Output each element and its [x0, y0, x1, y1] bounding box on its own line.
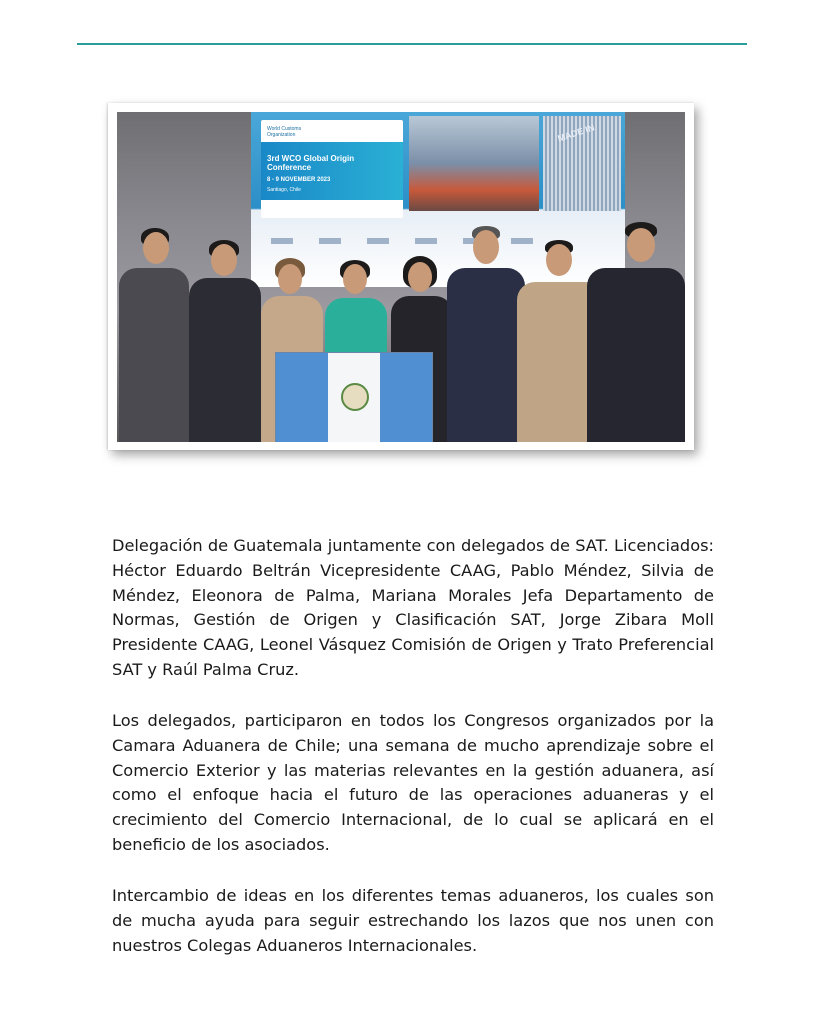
guatemala-flag	[275, 352, 433, 442]
sponsor-logo	[511, 238, 533, 244]
sponsor-logo	[415, 238, 437, 244]
made-in-graphic	[543, 116, 621, 211]
caption-paragraph-delegation: Delegación de Guatemala juntamente con delegados de SAT. Licenciados: Héctor Eduardo Beltrán Vicepresidente CAAG, Pablo Méndez, Silvia de Méndez, Eleonora de Palma, Mariana Morales Jefa Departamento de Normas, Gestión de Origen y Clasificación SAT, Jorge Zibara Moll Presidente CAAG, Leonel Vásquez Comisión de Origen y Trato Preferencial SAT y Raúl Palma Cruz.	[112, 536, 714, 679]
flag-emblem	[341, 383, 369, 411]
header-divider	[77, 43, 747, 45]
group-photo-frame	[108, 103, 694, 450]
wco-logo-line-2: Organization	[267, 132, 296, 138]
group-photo	[117, 112, 685, 442]
wco-logo-line-1: World Customs	[267, 126, 302, 132]
sponsor-logo	[367, 238, 389, 244]
paragraph-exchange: Intercambio de ideas en los diferentes temas aduaneros, los cuales son de mucha ayuda para seguir estrechando los lazos que nos unen con nuestros Colegas Aduaneros Internacionales.	[112, 886, 714, 955]
made-in-label: MADE IN	[556, 122, 596, 144]
port-container-image	[409, 116, 539, 211]
conference-title: 3rd WCO Global Origin Conference	[267, 154, 355, 172]
wco-logo-text	[267, 126, 301, 138]
conference-dates: 8 - 9 NOVEMBER 2023	[267, 177, 331, 183]
sponsor-logo	[319, 238, 341, 244]
paragraph-congresses: Los delegados, participaron en todos los Congresos organizados por la Camara Aduanera de Chile; una semana de mucho aprendizaje sobre el Comercio Exterior y las materias relevantes en la gestión aduanera, así como el enfoque hacia el futuro de las operaciones aduaneras y el crecimiento del Comercio Internacional, de lo cual se aplicará en el beneficio de los asociados.	[112, 711, 714, 854]
conference-location: Santiago, Chile	[267, 187, 301, 193]
sponsor-logo	[271, 238, 293, 244]
